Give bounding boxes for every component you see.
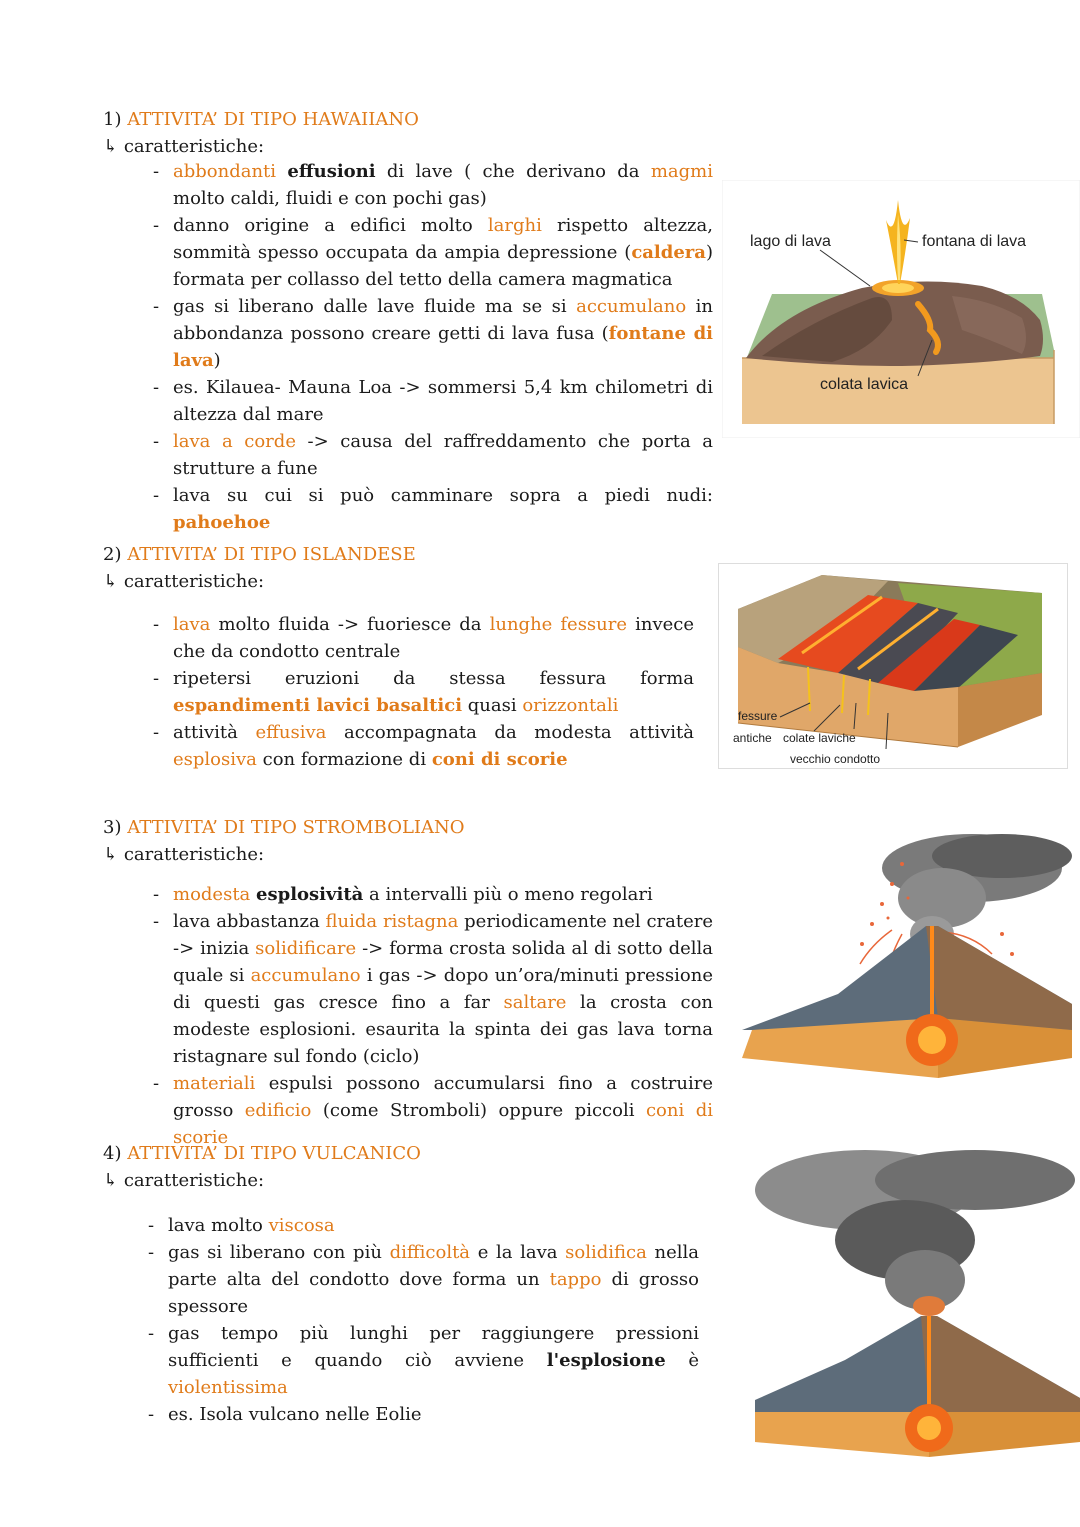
section-icelandic [103, 541, 416, 595]
highlighted-term: orizzontali [522, 695, 619, 716]
icelandic-fissure-figure [718, 563, 1068, 769]
bullet-list-hawaiian [153, 158, 713, 536]
characteristics-label: ↳ caratteristiche: [103, 1170, 265, 1191]
return-arrow-icon: ↳ [103, 571, 119, 592]
lava-flow-label: colata lavica [820, 376, 909, 393]
section-hawaiian [103, 106, 419, 160]
highlighted-term: difficoltà [389, 1242, 471, 1263]
bullet-item: - lava molto viscosa [148, 1212, 699, 1239]
ancient-label: antiche [733, 731, 772, 745]
bullet-item: - gas tempo più lunghi per raggiungere pressioni sufficienti e quando ciò avviene l'esplosione è violentissima [148, 1320, 699, 1401]
highlighted-term: espandimenti lavici basaltici [173, 695, 463, 716]
strombolian-volcano-figure [742, 834, 1076, 1078]
highlighted-term: fontane di lava [173, 323, 713, 371]
bold-term: effusioni [287, 161, 376, 182]
highlighted-term: esplosiva [173, 749, 257, 770]
hawaiian-volcano-figure [722, 180, 1080, 438]
highlighted-term: tappo [549, 1269, 602, 1290]
bullet-list-strombolian [153, 881, 713, 1151]
highlighted-term: magmi [650, 161, 714, 182]
highlighted-term: viscosa [268, 1215, 335, 1236]
highlighted-term: accumulano [576, 296, 687, 317]
highlighted-term: lava [173, 614, 211, 635]
bullet-item: - es. Kilauea- Mauna Loa -> sommersi 5,4 km chilometri di altezza dal mare [153, 374, 713, 428]
section-title: 3) ATTIVITA’ DI TIPO STROMBOLIANO [103, 817, 465, 838]
old-conduit-label: vecchio condotto [790, 752, 881, 766]
highlighted-term: saltare [503, 992, 567, 1013]
bullet-item: - es. Isola vulcano nelle Eolie [148, 1401, 699, 1428]
bullet-list-icelandic [153, 611, 694, 773]
bullet-item: - modesta esplosività a intervalli più o meno regolari [153, 881, 713, 908]
highlighted-term: solidifica [565, 1242, 647, 1263]
highlighted-term: lunghe fessure [489, 614, 628, 635]
hawaiian-volcano-illustration [722, 180, 1080, 438]
vulcanian-volcano-illustration [755, 1150, 1080, 1457]
strombolian-volcano-illustration [742, 834, 1076, 1078]
highlighted-term: solidificare [255, 938, 357, 959]
highlighted-term: larghi [487, 215, 542, 236]
section-strombolian [103, 814, 465, 868]
characteristics-label: ↳ caratteristiche: [103, 136, 265, 157]
section-title: 4) ATTIVITA’ DI TIPO VULCANICO [103, 1143, 421, 1164]
bullet-item: - abbondanti effusioni di lave ( che derivano da magmi molto caldi, fluidi e con pochi gas) [153, 158, 713, 212]
return-arrow-icon: ↳ [103, 1170, 119, 1191]
bullet-item: - lava su cui si può camminare sopra a piedi nudi: pahoehoe [153, 482, 713, 536]
characteristics-label: ↳ caratteristiche: [103, 571, 265, 592]
bullet-list-vulcanian [148, 1212, 699, 1428]
bullet-item: - lava molto fluida -> fuoriesce da lunghe fessure invece che da condotto centrale [153, 611, 694, 665]
bullet-item: - lava a corde -> causa del raffreddamento che porta a strutture a fune [153, 428, 713, 482]
bullet-item: - attività effusiva accompagnata da modesta attività esplosiva con formazione di coni di scorie [153, 719, 694, 773]
highlighted-term: pahoehoe [173, 512, 271, 533]
characteristics-label: ↳ caratteristiche: [103, 844, 265, 865]
highlighted-term: caldera [631, 242, 706, 263]
highlighted-term: modesta [173, 884, 251, 905]
bold-term: esplosività [256, 884, 364, 905]
fissures-label: fessure [738, 709, 778, 723]
highlighted-term: violentissima [168, 1377, 288, 1398]
lava-fountain-label: fontana di lava [922, 233, 1027, 250]
highlighted-term: effusiva [255, 722, 327, 743]
bullet-item: - gas si liberano con più difficoltà e la lava solidifica nella parte alta del condotto dove forma un tappo di grosso spessore [148, 1239, 699, 1320]
return-arrow-icon: ↳ [103, 136, 119, 157]
return-arrow-icon: ↳ [103, 844, 119, 865]
bullet-item: - danno origine a edifici molto larghi rispetto altezza, sommità spesso occupata da ampia depressione (caldera) formata per collasso del tetto della camera magmatica [153, 212, 713, 293]
highlighted-term: lava a corde [173, 431, 296, 452]
section-title: 1) ATTIVITA’ DI TIPO HAWAIIANO [103, 109, 419, 130]
lava-flows-label: colate laviche [783, 731, 856, 745]
vulcanian-volcano-figure [755, 1150, 1080, 1457]
highlighted-term: fluida ristagna [325, 911, 459, 932]
highlighted-term: abbondanti [173, 161, 277, 182]
bullet-item: - ripetersi eruzioni da stessa fessura forma espandimenti lavici basaltici quasi orizzontali [153, 665, 694, 719]
bullet-item: - gas si liberano dalle lave fluide ma se si accumulano in abbondanza possono creare getti di lava fusa (fontane di lava) [153, 293, 713, 374]
bold-term: l'esplosione [546, 1350, 666, 1371]
highlighted-term: coni di scorie [173, 1100, 713, 1148]
highlighted-term: coni di scorie [431, 749, 568, 770]
highlighted-term: accumulano [250, 965, 361, 986]
bullet-item: - lava abbastanza fluida ristagna periodicamente nel cratere -> inizia solidificare -> forma crosta solida al di sotto della quale si accumulano i gas -> dopo un’ora/minuti pressione di questi gas cresce fino a far saltare la crosta con modeste esplosioni. esaurita la spinta dei gas lava torna ristagnare sul fondo (ciclo) [153, 908, 713, 1070]
lava-lake-label: lago di lava [750, 233, 831, 250]
bullet-item: - materiali espulsi possono accumularsi fino a costruire grosso edificio (come Stromboli) oppure piccoli coni di scorie [153, 1070, 713, 1151]
section-title: 2) ATTIVITA’ DI TIPO ISLANDESE [103, 544, 416, 565]
highlighted-term: materiali [173, 1073, 256, 1094]
section-vulcanian [103, 1140, 421, 1194]
highlighted-term: edificio [244, 1100, 312, 1121]
